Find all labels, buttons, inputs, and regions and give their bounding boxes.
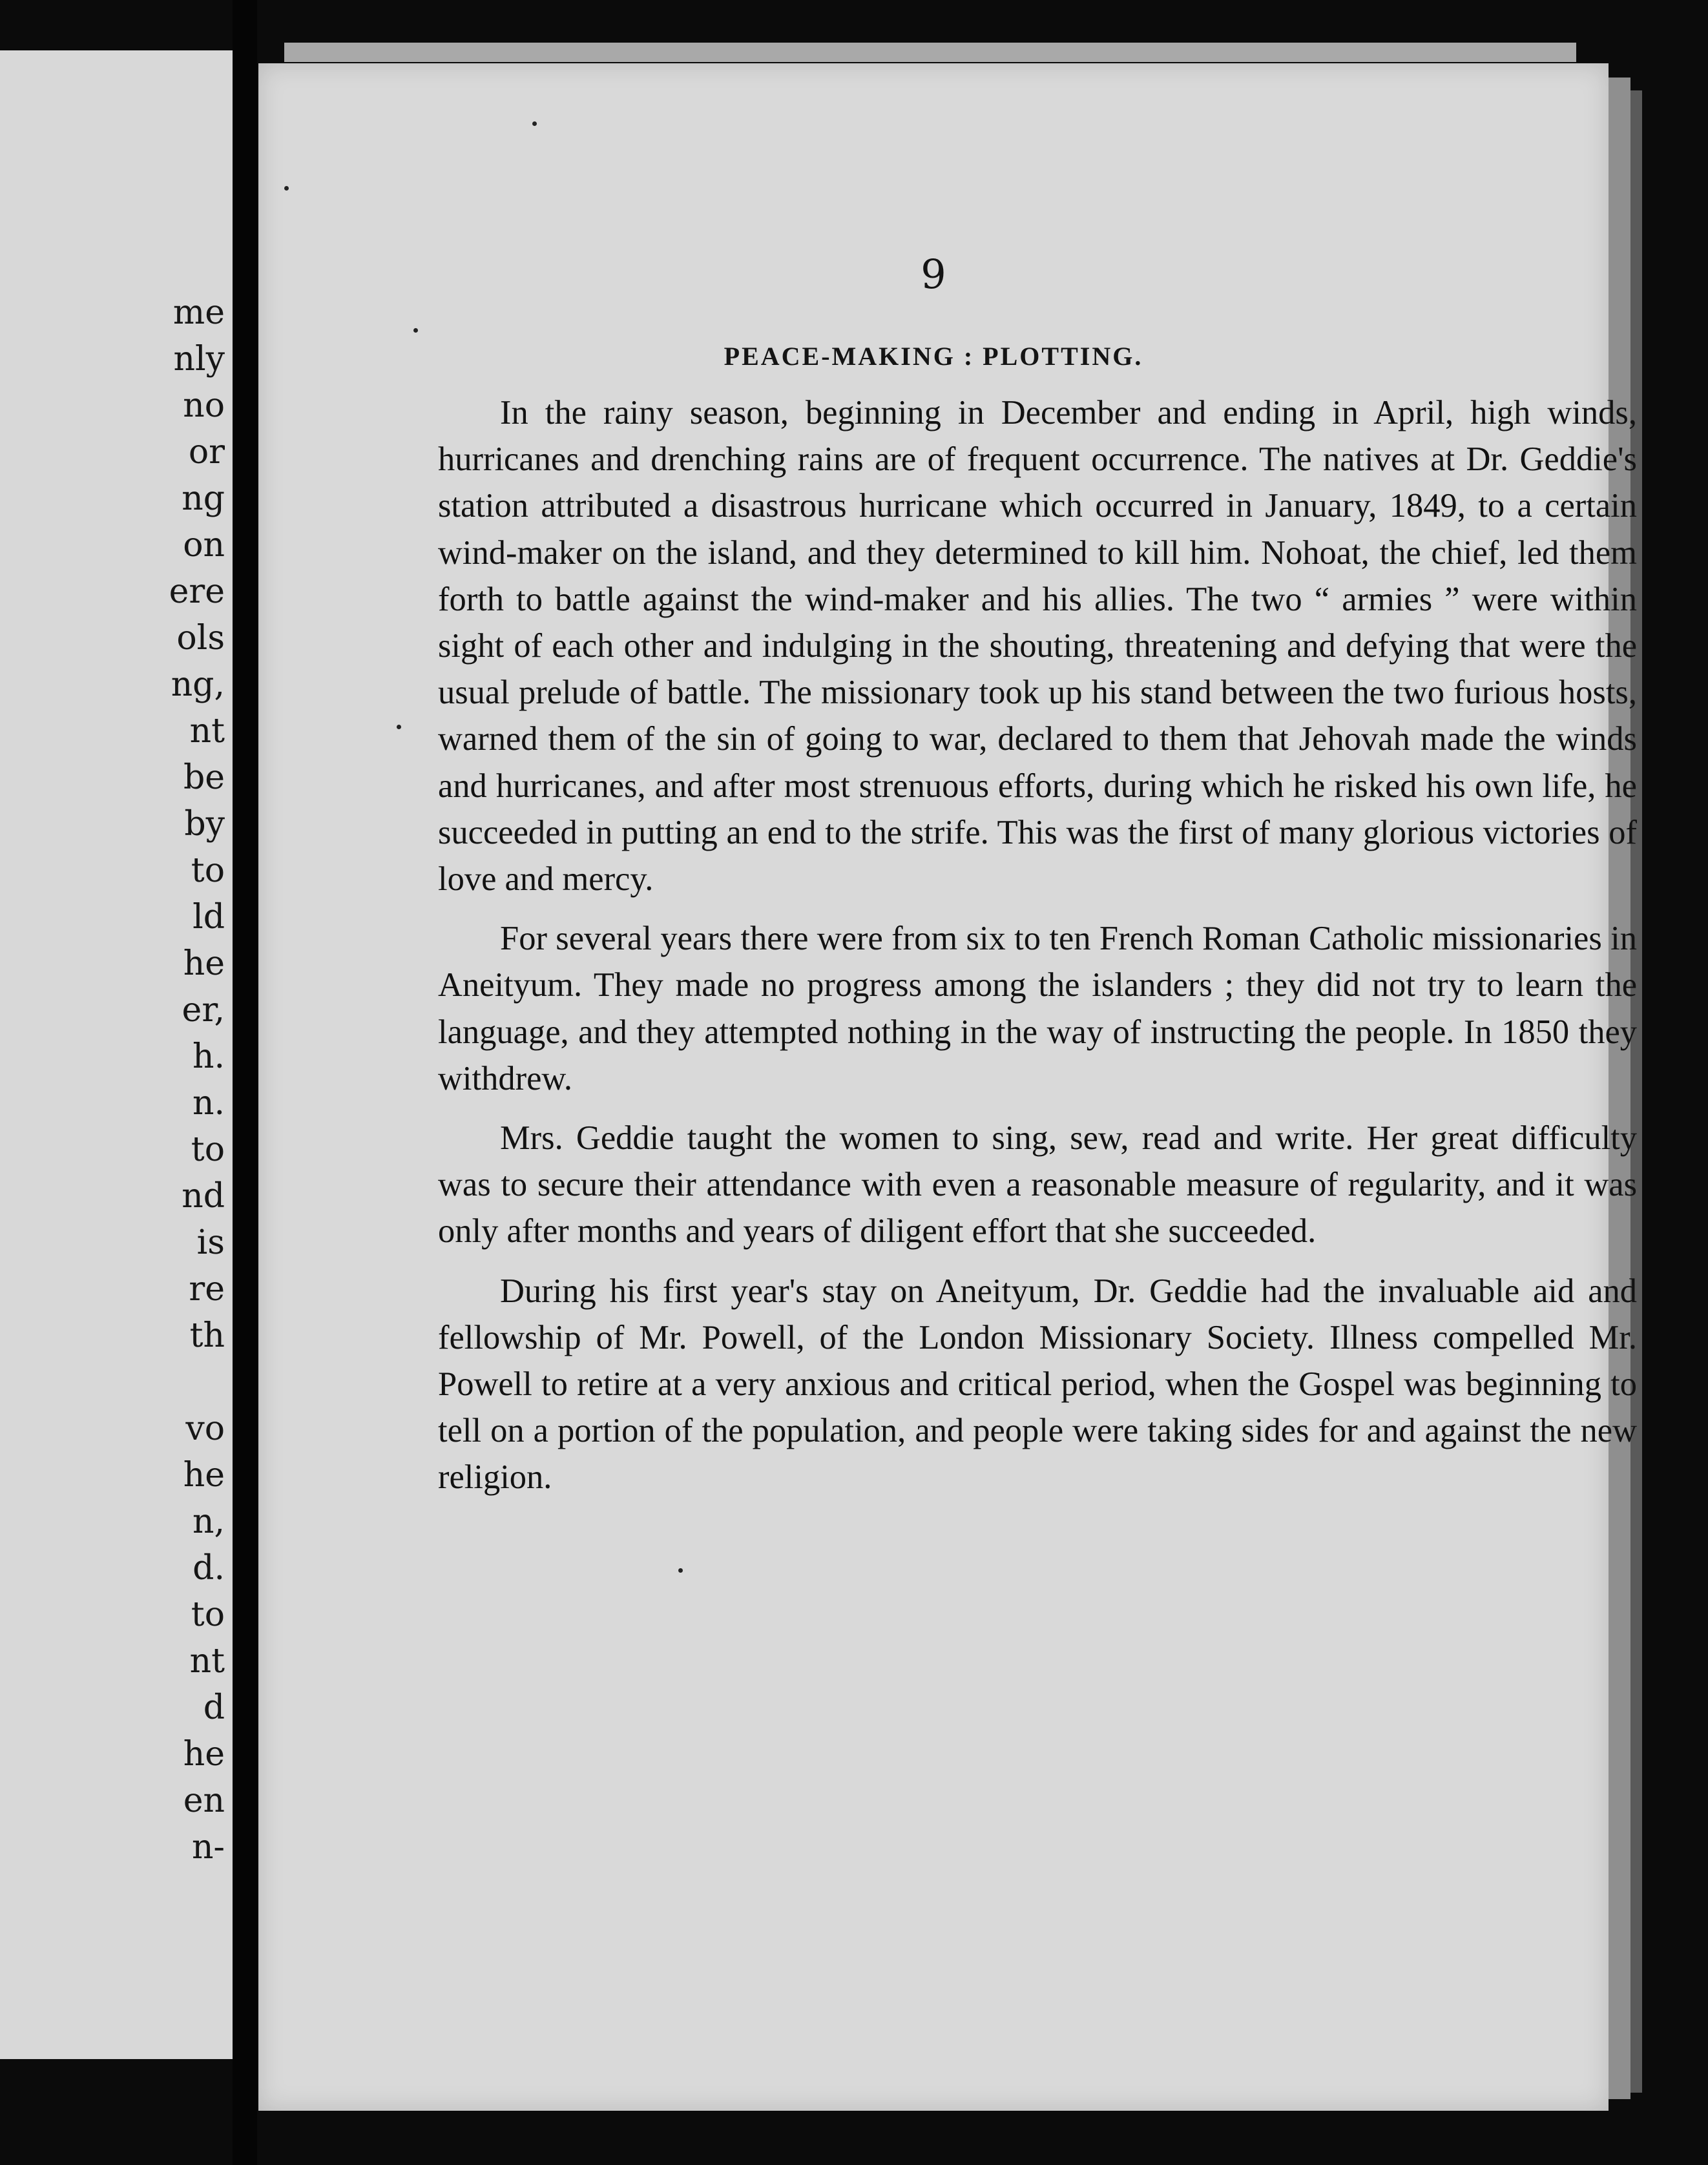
facing-page-fragment: he <box>183 1456 225 1495</box>
facing-page-fragment: he <box>183 1735 225 1774</box>
facing-page-fragment: on <box>183 526 225 565</box>
main-page <box>258 63 1637 2111</box>
scan-speck <box>678 1568 683 1573</box>
body-text <box>438 389 1637 1501</box>
facing-page-fragment: nt <box>189 1642 225 1681</box>
facing-page-fragment: nd <box>182 1177 225 1216</box>
paragraph-mrs-geddie: Mrs. Geddie taught the women to sing, sew, read and write. Her great difficulty was to secure their attendance with even a reasonable measure of regularity, and it was only after months and years of diligent effort that she succeeded. <box>438 1119 1637 1250</box>
facing-page-fragment: th <box>189 1316 225 1355</box>
paragraph-rainy-season: In the rainy season, beginning in December and ending in April, high winds, hurricanes and drenching rains are of frequent occurrence. The natives at Dr. Geddie's station attributed a disastrous hurricane which occurred in January, 1849, to a certain wind-maker on the island, and they determined to kill him. Nohoat, the chief, led them forth to battle against the wind-maker and his allies. The two “ armies ” were within sight of each other and indulging in the shouting, threatening and defying that were the usual prelude of battle. The missionary took up his stand between the two furious hosts, warned them of the sin of going to war, declared to them that Jehovah made the winds and hurricanes, and after most strenuous efforts, during which he risked his own life, he succeeded in putting an end to the strife. This was the first of many glorious victories of love and mercy. <box>438 394 1637 898</box>
facing-page-fragment: no <box>183 386 225 425</box>
scan-speck <box>413 328 418 333</box>
binding-gutter <box>233 0 257 2165</box>
facing-page-fragment: nt <box>189 712 225 751</box>
facing-page-fragment: d. <box>193 1549 225 1588</box>
facing-page-fragment: he <box>183 944 225 983</box>
facing-page-fragment: nly <box>173 340 225 378</box>
facing-page-fragment: ere <box>169 572 225 611</box>
paragraph-mr-powell: During his first year's stay on Aneityum, Dr. Geddie had the invaluable aid and fellowship of Mr. Powell, of the London Missionary Society. Illness compelled Mr. Powell to retire at a very anxious and critical period, when the Gospel was beginning to tell on a portion of the population, and people were taking sides for and against the new religion. <box>438 1272 1637 1497</box>
facing-page-fragment: ng <box>182 479 225 518</box>
facing-page-fragment: er, <box>182 991 225 1030</box>
facing-page-fragment: d <box>203 1688 225 1727</box>
facing-page-fragment: is <box>196 1223 225 1262</box>
facing-page-fragment: re <box>189 1270 225 1309</box>
facing-page-fragment: ols <box>176 619 225 658</box>
facing-page-fragment: by <box>184 805 225 844</box>
scan-speck <box>532 121 537 126</box>
facing-page-fragment: me <box>172 293 225 332</box>
scan-speck <box>284 186 289 191</box>
facing-page-fragment: or <box>188 433 225 471</box>
facing-page-fragment: to <box>191 1130 225 1169</box>
facing-page-fragment: be <box>183 758 225 797</box>
facing-page-fragment: n, <box>192 1502 225 1541</box>
facing-page-fragment: ng, <box>171 665 225 704</box>
facing-page-fragment: en <box>183 1781 225 1820</box>
section-heading: PEACE-MAKING : PLOTTING. <box>724 342 1143 371</box>
scan-speck <box>397 725 401 729</box>
facing-page-left <box>0 50 235 2059</box>
facing-page-fragment: h. <box>192 1037 225 1076</box>
facing-page-fragment: vo <box>185 1409 225 1448</box>
facing-page-fragment: ld <box>193 898 225 937</box>
page-number: 9 <box>921 251 946 298</box>
facing-page-fragment: n- <box>191 1828 225 1867</box>
paragraph-french-missionaries: For several years there were from six to ten French Roman Catholic missionaries in Aneityum. They made no progress among the islanders ; they did not try to learn the language, and they attempted nothing in the way of instructing the people. In 1850 they withdrew. <box>438 920 1637 1097</box>
page-top-edge <box>284 43 1576 62</box>
facing-page-fragment: to <box>191 1595 225 1634</box>
facing-page-fragment: to <box>191 851 225 890</box>
facing-page-fragment: n. <box>192 1084 225 1123</box>
